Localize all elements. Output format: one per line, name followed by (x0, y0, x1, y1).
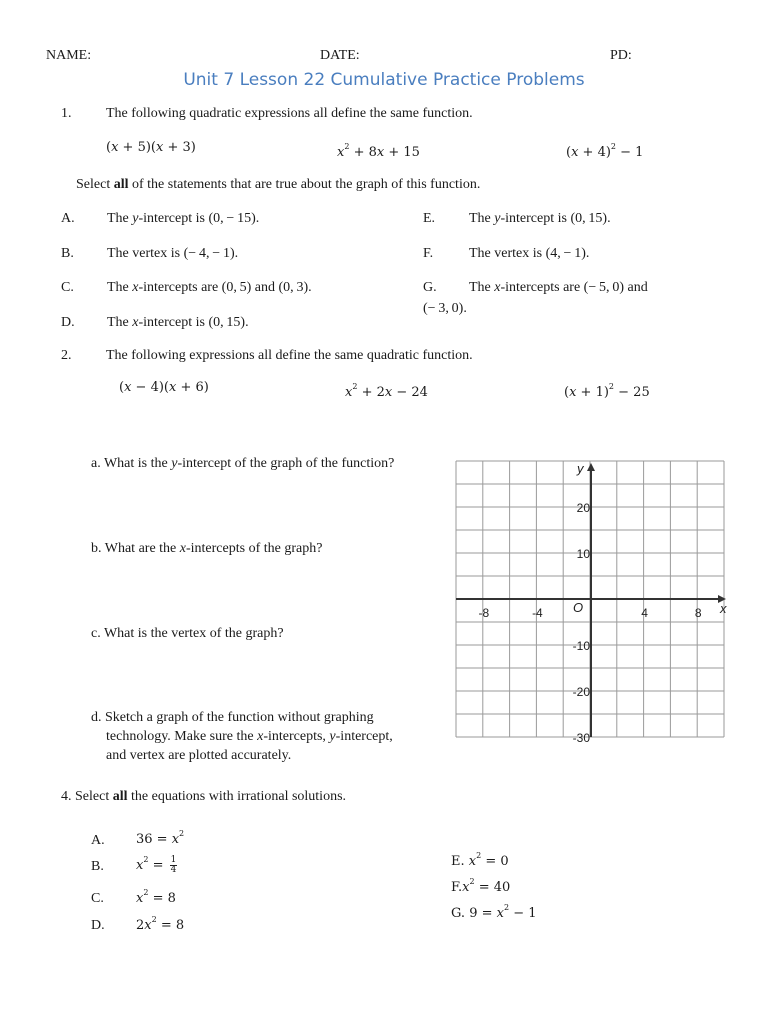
q4-option-e-eq: E. $x^2 = 0$ (451, 851, 509, 869)
q2-part-d-line1: d. Sketch a graph of the function without graphing (91, 710, 374, 725)
fraction: $\frac{1}{4}$ (170, 855, 177, 875)
q4-option-d-letter: D. (91, 918, 105, 933)
q1-option-e-letter: E. (423, 211, 436, 226)
q1-number: 1. (61, 106, 72, 121)
q2-part-d-line3: and vertex are plotted accurately. (106, 748, 292, 763)
y-axis-arrow-icon (587, 463, 595, 471)
q2-prompt: The following expressions all define the same quadratic function. (106, 348, 473, 363)
q1-option-f-letter: F. (423, 246, 434, 261)
page-title: Unit 7 Lesson 22 Cumulative Practice Problems (183, 70, 585, 90)
y-tick-label: -20 (572, 685, 590, 699)
q2-part-d-line2: technology. Make sure the x-intercepts, y-intercept, (106, 729, 393, 744)
q2-expr-vertex: $(x + 1)^2 - 25$ (564, 382, 650, 400)
x-tick-label: 8 (694, 606, 702, 620)
q1-expr-vertex: $(x + 4)^2 - 1$ (566, 142, 644, 160)
x-tick-label: 4 (641, 606, 648, 620)
q4-option-d-eq: $2x^2 = 8$ (136, 915, 185, 933)
q1-option-d-letter: D. (61, 315, 75, 330)
q4-option-c-eq: $x^2 = 8$ (136, 888, 176, 906)
q1-option-f-text: The vertex is (4, − 1). (469, 246, 590, 261)
origin-label: O (573, 600, 584, 615)
q1-option-a-text: The y-intercept is (0, − 15). (107, 211, 260, 226)
q1-option-g-text: The x-intercepts are (− 5, 0) and (469, 280, 648, 295)
q4-option-c-letter: C. (91, 891, 104, 906)
q2-expr-standard: $x^2 + 2x - 24$ (345, 382, 428, 400)
q1-option-d-text: The x-intercept is (0, 15). (107, 315, 249, 330)
q2-number: 2. (61, 348, 72, 363)
y-tick-label: -30 (572, 731, 590, 745)
q1-option-c-text: The x-intercepts are (0, 5) and (0, 3). (107, 280, 312, 295)
q1-option-g-text-cont: (− 3, 0). (423, 301, 467, 316)
x-tick-label: -8 (478, 606, 490, 620)
q4-option-b-letter: B. (91, 859, 104, 874)
y-tick-label: 10 (576, 547, 590, 561)
date-label: DATE: (320, 48, 360, 63)
coordinate-grid[interactable] (452, 455, 732, 745)
q2-expr-factored: (x − 4)(x + 6) (119, 380, 209, 395)
q2-part-a: a. What is the y-intercept of the graph of the function? (91, 456, 395, 471)
q1-option-b-letter: B. (61, 246, 74, 261)
q4-option-f-eq: $F.x^2 = 40$ (451, 877, 511, 895)
x-tick-label: -4 (532, 606, 543, 620)
q1-option-e-text: The y-intercept is (0, 15). (469, 211, 611, 226)
q1-expr-standard: $x^2 + 8x + 15$ (337, 142, 420, 160)
x-axis-label: x (720, 601, 727, 616)
q2-part-c: c. What is the vertex of the graph? (91, 626, 284, 641)
q4-option-g-eq: G. $9 = x^2 - 1$ (451, 903, 537, 921)
q4-option-b-eq: $x^2$ = $\frac{1}{4}$ (136, 855, 177, 875)
y-axis-label: y (577, 461, 584, 476)
q1-option-g-letter: G. (423, 280, 437, 295)
q1-option-b-text: The vertex is (− 4, − 1). (107, 246, 239, 261)
y-tick-label: 20 (576, 501, 590, 515)
q2-part-b: b. What are the x-intercepts of the graph? (91, 541, 323, 556)
q1-expr-factored: (x + 5)(x + 3) (106, 140, 196, 155)
q4-option-a-eq: $36 = x^2$ (136, 829, 185, 847)
q1-option-a-letter: A. (61, 211, 75, 226)
q4-option-a-letter: A. (91, 833, 105, 848)
y-tick-label: -10 (572, 639, 590, 653)
q1-instruction: Select all of the statements that are true about the graph of this function. (76, 177, 481, 192)
q4-prompt: 4. Select all the equations with irrational solutions. (61, 789, 347, 804)
period-label: PD: (610, 48, 632, 63)
name-label: NAME: (46, 48, 92, 63)
q1-prompt: The following quadratic expressions all define the same function. (106, 106, 473, 121)
q1-option-c-letter: C. (61, 280, 74, 295)
